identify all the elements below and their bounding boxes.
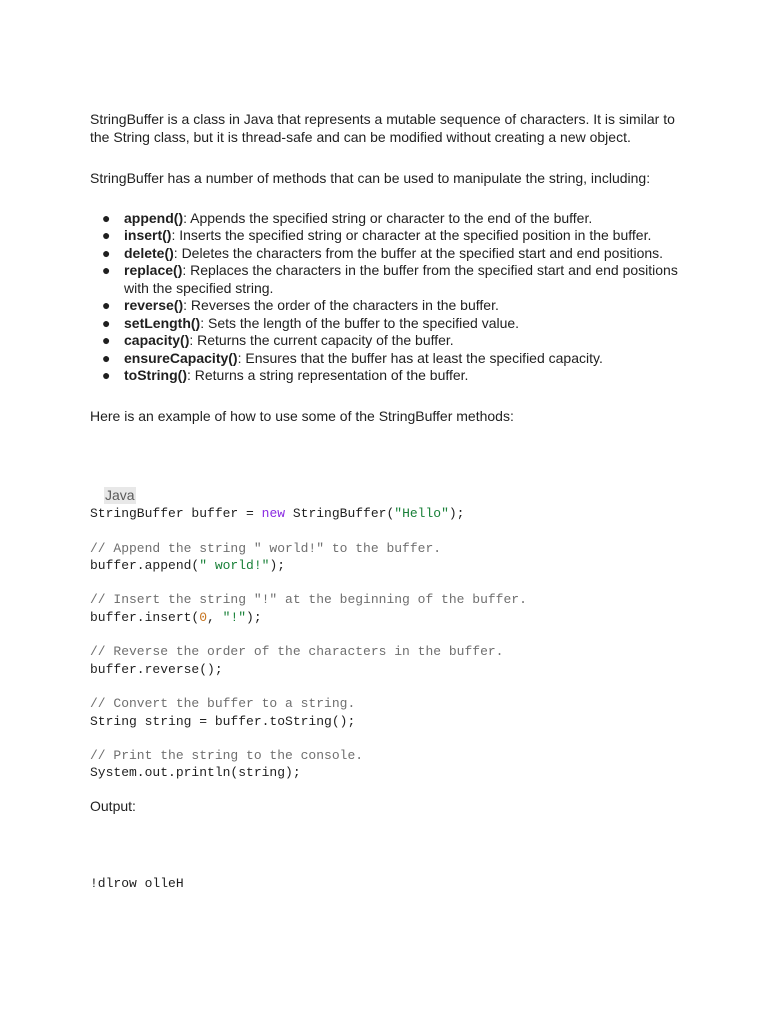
code-line	[90, 557, 680, 574]
code-comment: // Print the string to the console.	[90, 748, 364, 764]
output-label: Output:	[90, 797, 136, 814]
method-description: : Replaces the characters in the buffer from the specified start and end positions with the specified string.	[124, 262, 678, 296]
list-item	[90, 367, 680, 385]
methods-intro-paragraph: StringBuffer has a number of methods that can be used to manipulate the string, including:	[90, 170, 651, 186]
code-line: buffer.reverse();	[90, 661, 223, 677]
code-blank-line	[90, 626, 680, 643]
code-line: String string = buffer.toString();	[90, 713, 356, 729]
code-token: StringBuffer(	[285, 506, 395, 521]
code-language-label: Java	[105, 487, 135, 503]
code-token: buffer.insert(	[90, 609, 200, 625]
code-token: );	[448, 506, 465, 521]
method-name: setLength()	[124, 314, 201, 331]
code-line	[90, 505, 680, 522]
code-comment: // Reverse the order of the characters in the buffer.	[90, 644, 504, 660]
method-name: ensureCapacity()	[124, 349, 238, 366]
method-description: : Returns a string representation of the buffer.	[186, 367, 469, 383]
bullet-icon: ●	[102, 367, 111, 383]
code-token: );	[269, 557, 286, 573]
bullet-icon: ●	[102, 262, 111, 278]
output-value: !dlrow olleH	[90, 876, 184, 892]
bullet-icon: ●	[102, 209, 111, 226]
list-item	[90, 315, 680, 333]
code-blank-line	[90, 574, 680, 591]
code-string: " world!"	[199, 557, 270, 573]
bullet-icon: ●	[102, 244, 111, 261]
code-blank-line	[90, 678, 680, 695]
example-intro-paragraph: Here is an example of how to use some of the StringBuffer methods:	[90, 407, 514, 424]
code-token: );	[246, 609, 262, 625]
intro-paragraph: StringBuffer is a class in Java that represents a mutable sequence of characters. It is similar to the String class, but it is thread-safe and can be modified without creating a new object.	[90, 111, 675, 145]
bullet-icon: ●	[102, 332, 111, 348]
code-blank-line	[90, 522, 680, 539]
code-line	[90, 609, 680, 626]
code-number: 0	[199, 609, 208, 625]
method-description: : Sets the length of the buffer to the specified value.	[200, 314, 520, 331]
code-comment: // Convert the buffer to a string.	[90, 696, 356, 712]
method-description: : Returns the current capacity of the buffer.	[189, 332, 454, 348]
method-name: replace()	[124, 262, 183, 278]
code-token: buffer.append(	[90, 557, 200, 573]
method-description: : Deletes the characters from the buffer at the specified start and end positions.	[173, 244, 664, 261]
code-comment: // Append the string " world!" to the buffer.	[90, 540, 442, 556]
method-name: insert()	[124, 227, 172, 243]
method-description: : Ensures that the buffer has at least the specified capacity.	[237, 349, 603, 366]
list-item	[90, 297, 680, 315]
bullet-icon: ●	[102, 314, 111, 331]
method-name: capacity()	[124, 332, 190, 348]
list-item	[90, 245, 680, 263]
methods-list	[90, 210, 680, 385]
code-comment: // Insert the string "!" at the beginning of the buffer.	[90, 592, 527, 608]
method-description: : Reverses the order of the characters in the buffer.	[183, 297, 499, 313]
method-description: : Inserts the specified string or character at the specified position in the buffer.	[171, 227, 652, 243]
code-string: "Hello"	[394, 506, 449, 521]
method-name: reverse()	[124, 297, 184, 313]
code-string: "!"	[222, 609, 247, 625]
code-keyword: new	[261, 506, 286, 521]
document-body	[90, 111, 680, 892]
method-name: toString()	[124, 367, 187, 383]
code-line: System.out.println(string);	[90, 765, 301, 781]
code-block	[90, 505, 680, 782]
method-name: append()	[124, 209, 184, 226]
bullet-icon: ●	[102, 297, 111, 313]
method-name: delete()	[124, 244, 174, 261]
method-description: : Appends the specified string or character to the end of the buffer.	[183, 209, 593, 226]
list-item	[90, 210, 680, 228]
code-blank-line	[90, 730, 680, 747]
code-token: StringBuffer buffer =	[90, 506, 262, 521]
list-item	[90, 227, 680, 245]
bullet-icon: ●	[102, 227, 111, 243]
bullet-icon: ●	[102, 349, 111, 366]
list-item	[90, 350, 680, 368]
list-item	[90, 332, 680, 350]
list-item	[90, 262, 680, 297]
code-token: ,	[207, 609, 223, 625]
